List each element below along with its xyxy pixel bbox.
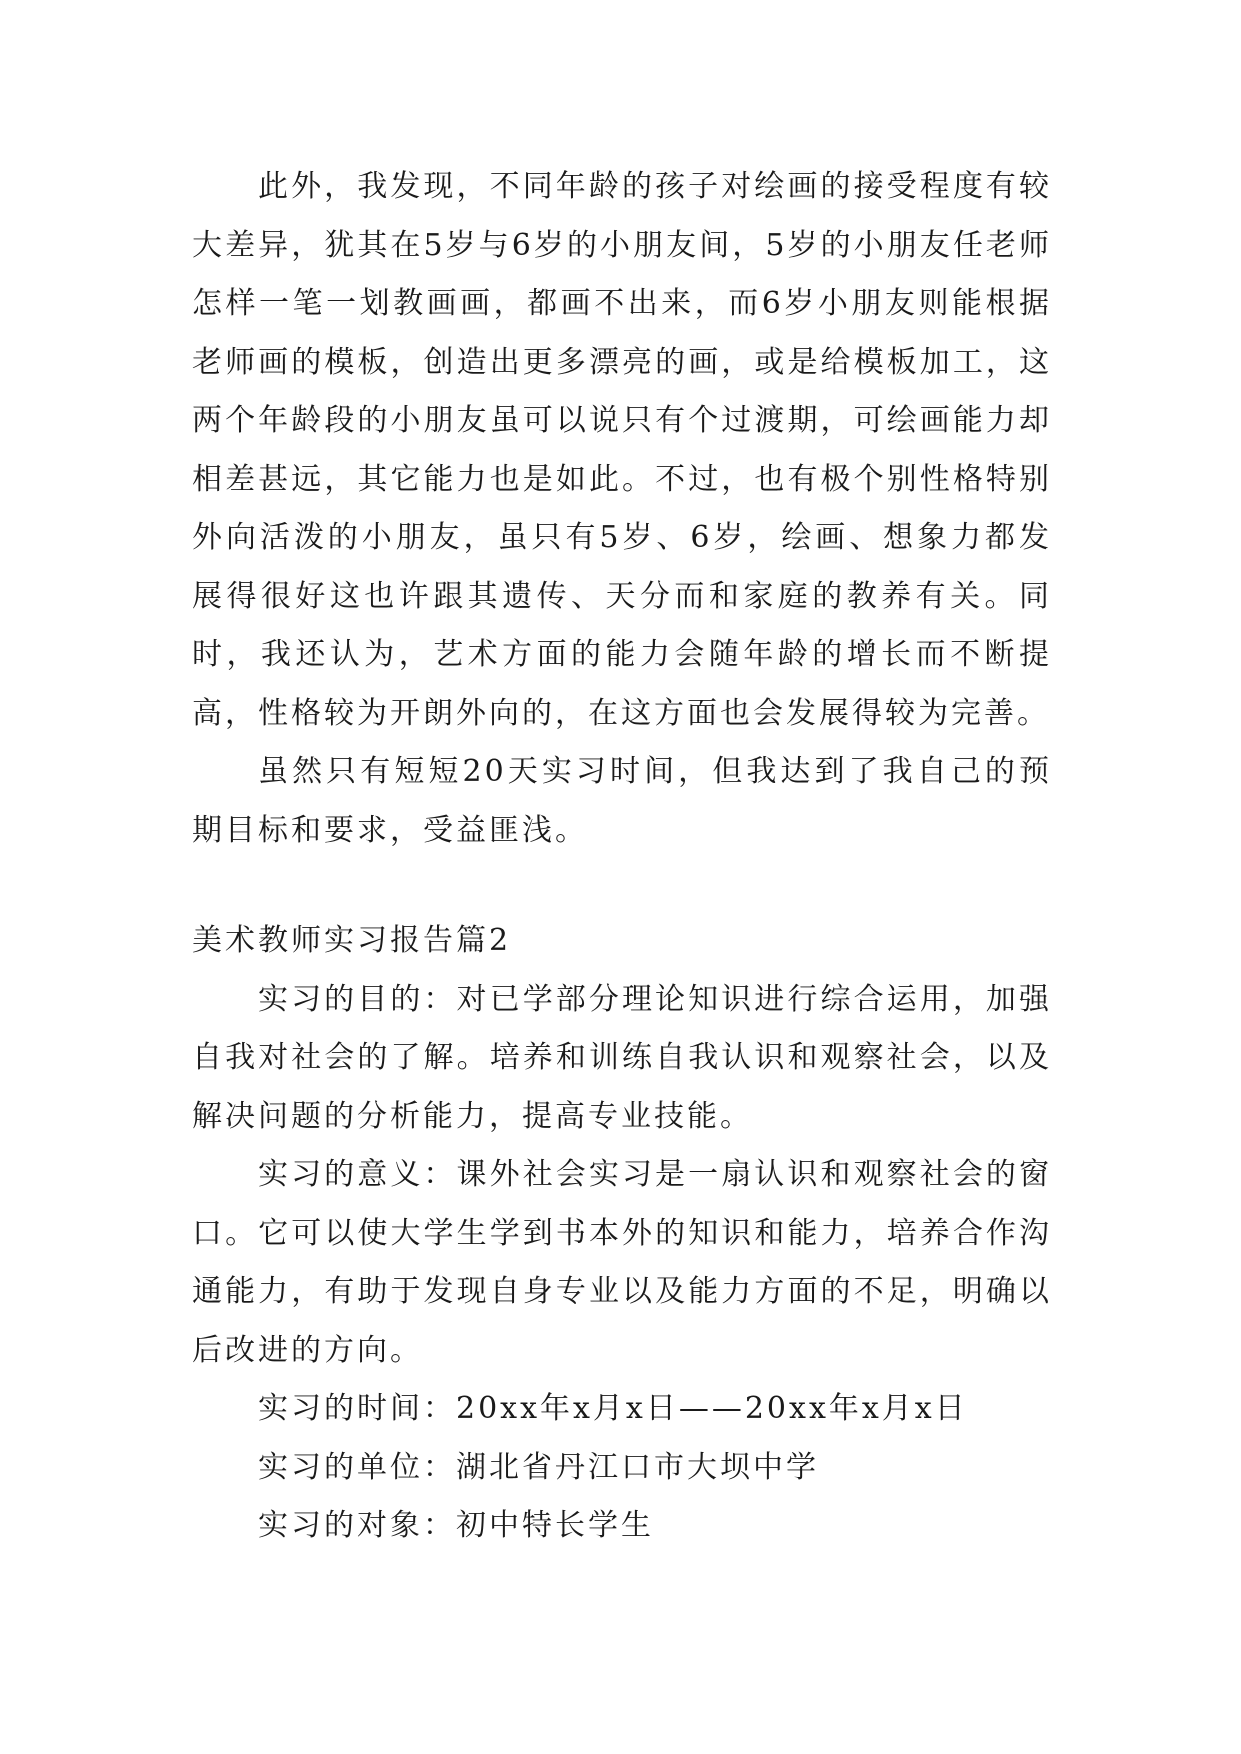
info-line-target: 实习的对象：初中特长学生	[258, 1508, 654, 1543]
paragraph-internship-purpose: 实习的目的：对已学部分理论知识进行综合运用，加强自我对社会的了解。培养和训练自我认识和观察社会，以及解决问题的分析能力，提高专业技能。	[192, 981, 1052, 1134]
info-line-unit: 实习的单位：湖北省丹江口市大坝中学	[258, 1449, 819, 1485]
document-body	[192, 158, 1052, 1556]
paragraph-internship-summary: 虽然只有短短20天实习时间，但我达到了我自己的预期目标和要求，受益匪浅。	[192, 754, 1052, 848]
section-title: 美术教师实习报告篇2	[192, 923, 512, 958]
info-line-time: 实习的时间：20xx年x月x日——20xx年x月x日	[258, 1391, 968, 1426]
paragraph-age-differences: 此外，我发现，不同年龄的孩子对绘画的接受程度有较大差异，犹其在5岁与6岁的小朋友间，5岁的小朋友任老师怎样一笔一划教画画，都画不出来，而6岁小朋友则能根据老师画的模板，创造出更多漂亮的画，或是给模板加工，这两个年龄段的小朋友虽可以说只有个过渡期，可绘画能力却相差甚远，其它能力也是如此。不过，也有极个别性格特别外向活泼的小朋友，虽只有5岁、6岁，绘画、想象力都发展得很好这也许跟其遗传、天分而和家庭的教养有关。同时，我还认为，艺术方面的能力会随年龄的增长而不断提高，性格较为开朗外向的，在这方面也会发展得较为完善。	[192, 169, 1052, 731]
paragraph-internship-significance: 实习的意义：课外社会实习是一扇认识和观察社会的窗口。它可以使大学生学到书本外的知识和能力，培养合作沟通能力，有助于发现自身专业以及能力方面的不足，明确以后改进的方向。	[192, 1157, 1052, 1368]
